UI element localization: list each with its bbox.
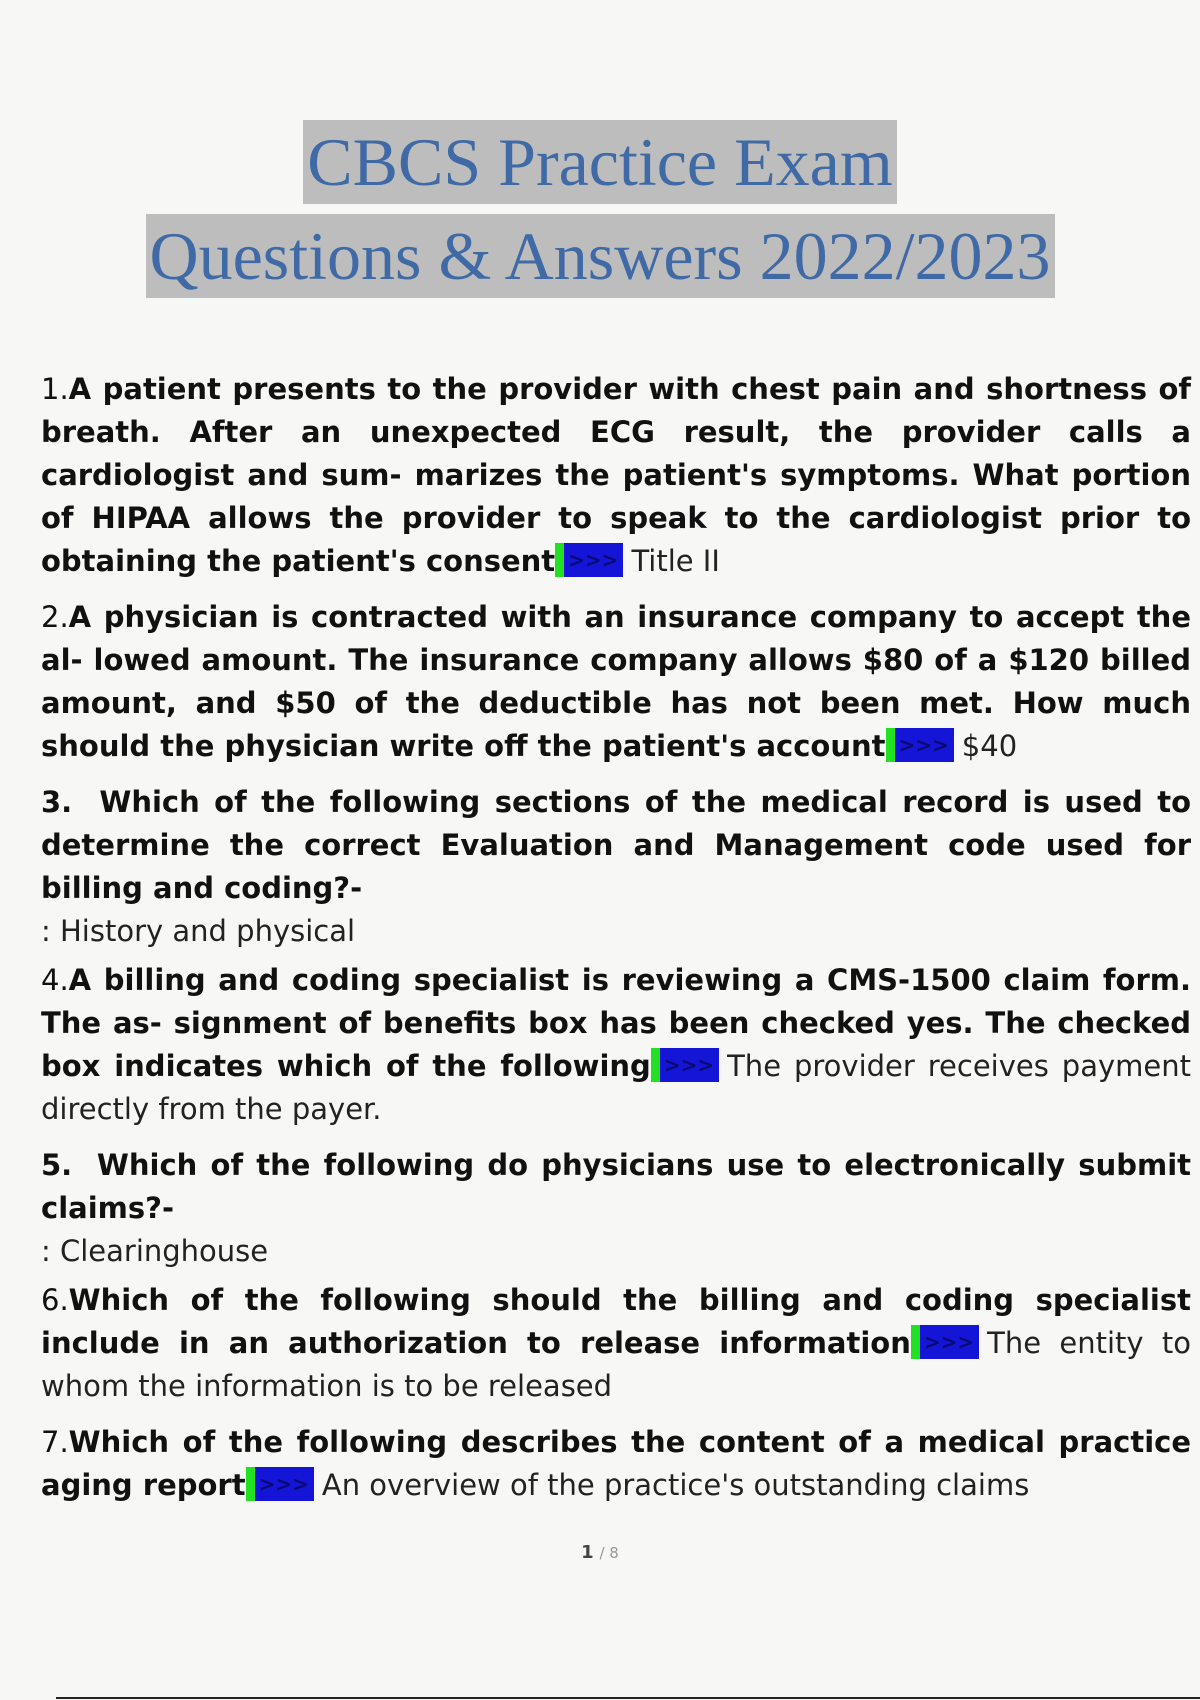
answer-text: $40 — [961, 729, 1018, 763]
answer-marker-icon: >>> — [651, 1048, 719, 1082]
answer-marker-icon: >>> — [246, 1467, 314, 1501]
answer-text: : Clearinghouse — [41, 1234, 269, 1268]
question-item-6 — [41, 1279, 1191, 1408]
question-text: Which of the following should the billing and coding specialist include in an authorization to release information — [41, 1283, 1191, 1360]
question-item-1 — [41, 368, 1191, 583]
question-text: A physician is contracted with an insurance company to accept the al- lowed amount. The insurance company allows $80 of a $120 billed amount, and $50 of the deductible has not been met. How much should the physician write off the patient's account — [41, 600, 1191, 763]
page-total: / 8 — [599, 1544, 619, 1562]
answer-marker-icon: >>> — [911, 1325, 979, 1359]
question-text: A patient presents to the provider with chest pain and shortness of breath. After an unexpected ECG result, the provider calls a cardiologist and sum- marizes the patient's symptoms. What portion of HIPAA allows the provider to speak to the cardiologist prior to obtaining the patient's consent — [41, 372, 1191, 578]
question-text: Which of the following describes the content of a medical practice aging report — [41, 1425, 1191, 1502]
question-number: 5. — [41, 1148, 73, 1182]
answer-marker-icon: >>> — [555, 543, 623, 577]
question-number: 1. — [41, 372, 69, 406]
document-title — [0, 120, 1200, 298]
title-line-1: CBCS Practice Exam — [303, 120, 896, 204]
question-number: 2. — [41, 600, 69, 634]
question-text: Which of the following do physicians use to electronically submit claims?- — [41, 1148, 1191, 1225]
answer-text: : History and physical — [41, 914, 356, 948]
page-number — [0, 1542, 1200, 1563]
question-number: 7. — [41, 1425, 69, 1459]
question-item-3 — [41, 781, 1191, 953]
answer-text: An overview of the practice's outstanding claims — [321, 1468, 1030, 1502]
question-item-4 — [41, 959, 1191, 1131]
question-item-2 — [41, 596, 1191, 768]
answer-text: Title II — [631, 544, 720, 578]
page-current: 1 — [581, 1542, 594, 1563]
question-text: A billing and coding specialist is reviewing a CMS-1500 claim form. The as- signment of benefits box has been checked yes. The checked box indicates which of the following — [41, 963, 1191, 1083]
question-number: 4. — [41, 963, 69, 997]
footer-divider — [56, 1697, 1200, 1699]
answer-marker-icon: >>> — [886, 728, 954, 762]
question-number: 3. — [41, 785, 73, 819]
question-number: 6. — [41, 1283, 69, 1317]
question-item-5 — [41, 1144, 1191, 1273]
answer-text: The entity to whom the information is to be released — [41, 1326, 1192, 1403]
answer-text: The provider receives payment directly from the payer. — [41, 1049, 1191, 1126]
title-line-2: Questions & Answers 2022/2023 — [146, 214, 1055, 298]
question-text: Which of the following sections of the medical record is used to determine the correct Evaluation and Management code used for billing and coding?- — [41, 785, 1191, 905]
question-list — [41, 368, 1191, 1520]
question-item-7 — [41, 1421, 1191, 1507]
